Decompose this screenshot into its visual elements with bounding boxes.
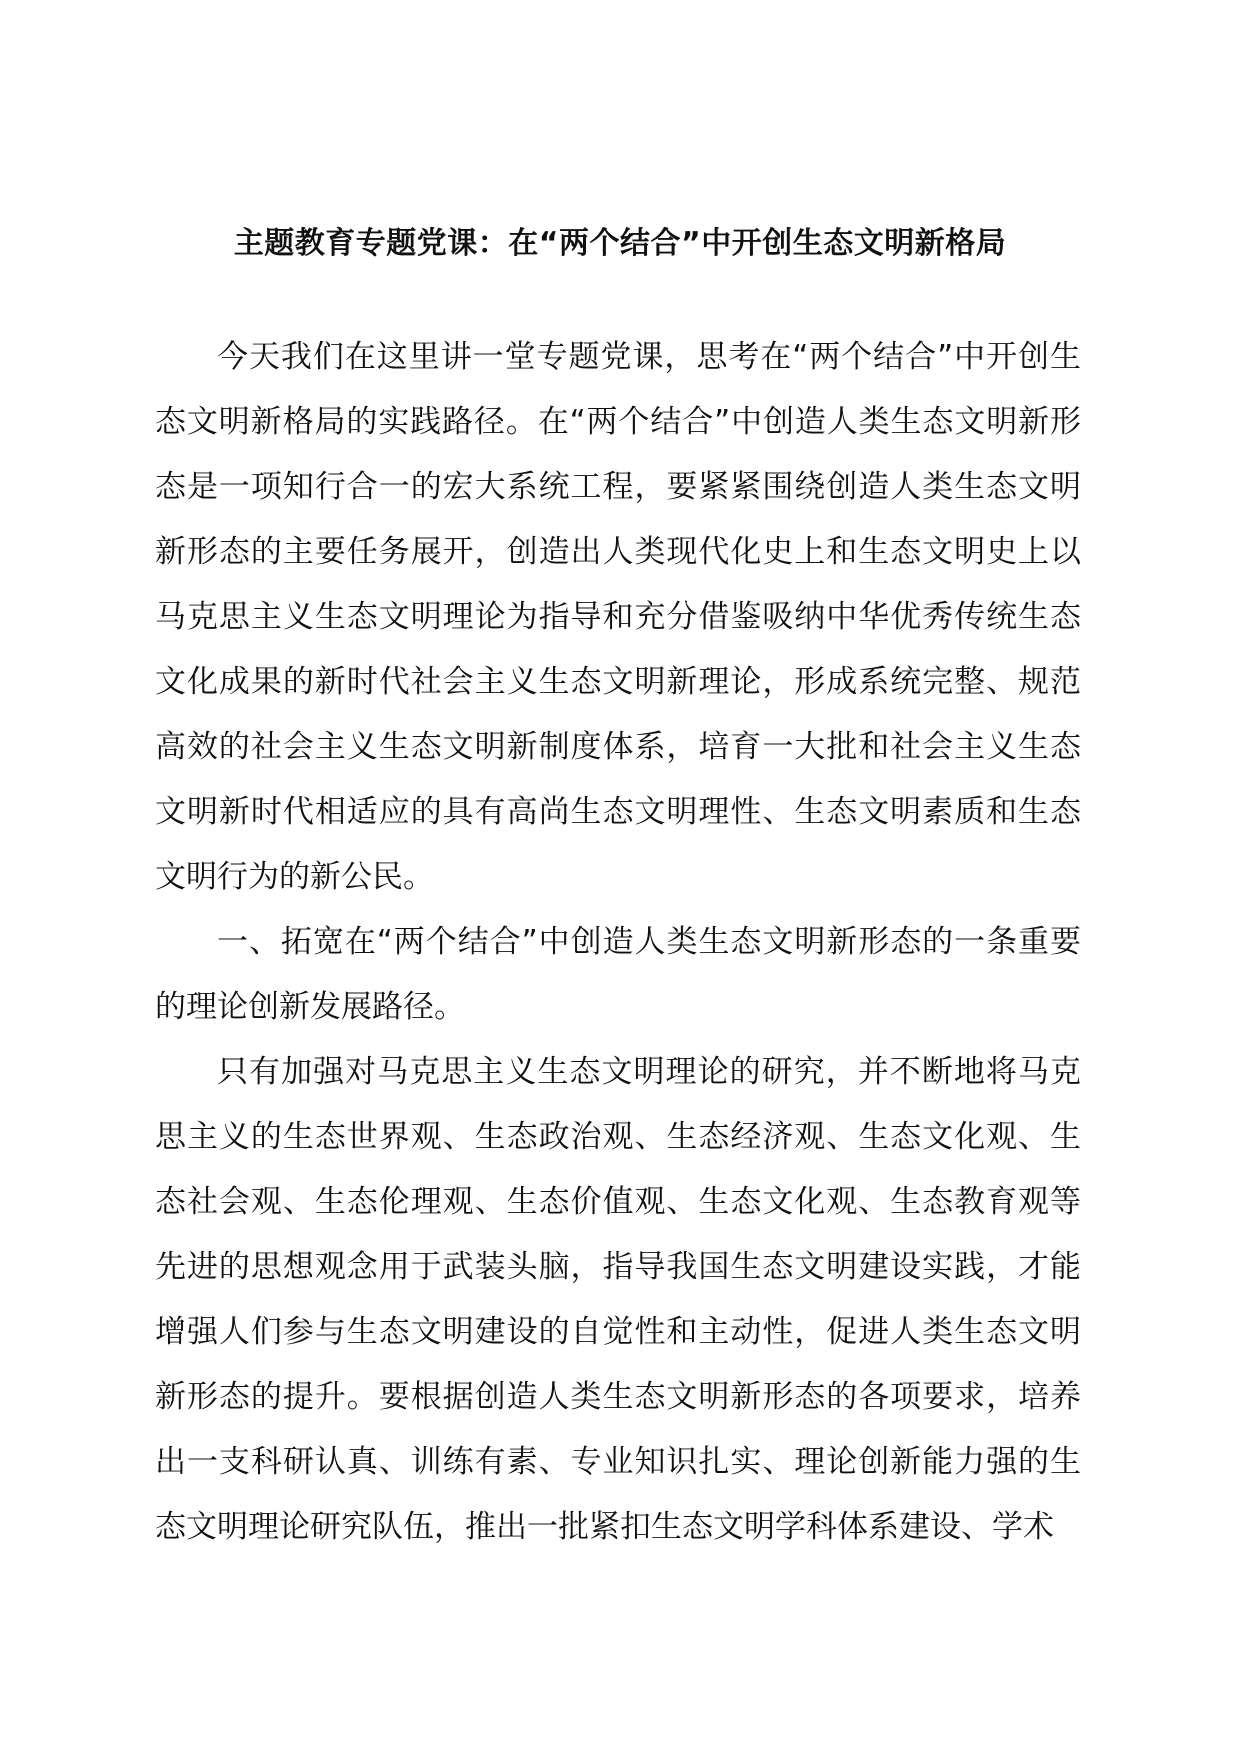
paragraph-intro: 今天我们在这里讲一堂专题党课，思考在“两个结合”中开创生态文明新格局的实践路径。在“两个结合”中创造人类生态文明新形态是一项知行合一的宏大系统工程，要紧紧围绕创造人类生态文明新形态的主要任务展开，创造出人类现代化史上和生态文明史上以马克思主义生态文明理论为指导和充分借鉴吸纳中华优秀传统生态文化成果的新时代社会主义生态文明新理论，形成系统完整、规范高效的社会主义生态文明新制度体系，培育一大批和社会主义生态文明新时代相适应的具有高尚生态文明理性、生态文明素质和生态文明行为的新公民。: [155, 339, 1081, 895]
paragraph-body: 只有加强对马克思主义生态文明理论的研究，并不断地将马克思主义的生态世界观、生态政治观、生态经济观、生态文化观、生态社会观、生态伦理观、生态价值观、生态文化观、生态教育观等先进的思想观念用于武装头脑，指导我国生态文明建设实践，才能增强人们参与生态文明建设的自觉性和主动性，促进人类生态文明新形态的提升。要根据创造人类生态文明新形态的各项要求，培养出一支科研认真、训练有素、专业知识扎实、理论创新能力强的生态文明理论研究队伍，推出一批紧扣生态文明学科体系建设、学术: [155, 1054, 1081, 1545]
document-body: [155, 325, 1081, 1560]
paragraph-section-heading: 一、拓宽在“两个结合”中创造人类生态文明新形态的一条重要的理论创新发展路径。: [155, 924, 1081, 1025]
document-title: 主题教育专题党课：在“两个结合”中开创生态文明新格局: [233, 226, 1007, 261]
